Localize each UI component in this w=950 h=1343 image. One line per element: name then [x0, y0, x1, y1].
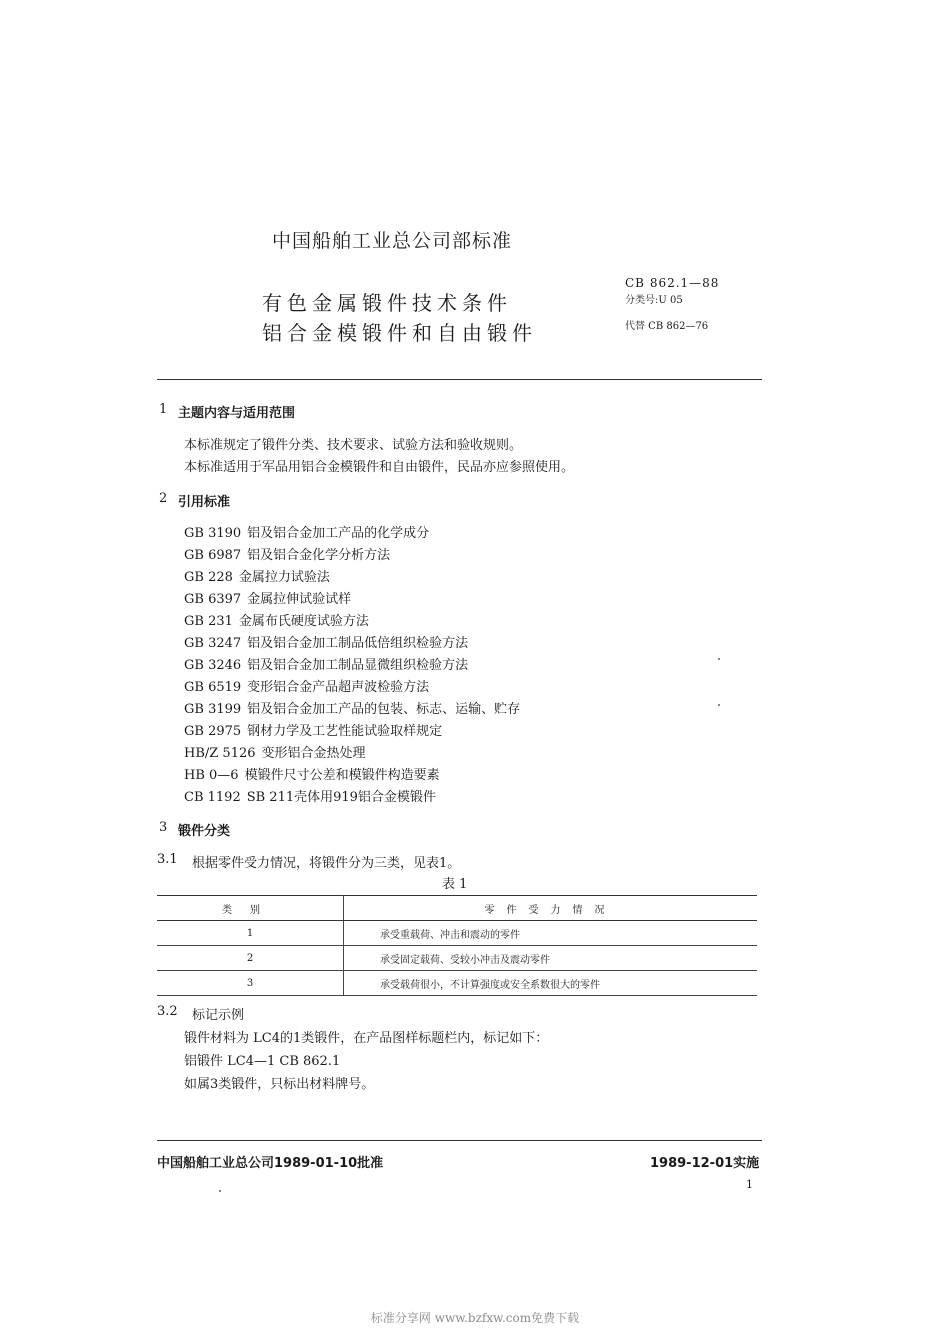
reference-title: 金属拉伸试验试样 [247, 592, 352, 607]
table-cell-condition: 承受固定载荷、受较小冲击及震动零件 [344, 946, 758, 971]
title-line-2: 铝合金模锻件和自由锻件 [262, 321, 537, 345]
reference-item [184, 566, 330, 585]
section-2-number: 2 [159, 491, 168, 506]
reference-title: 铝及铝合金加工产品的包装、标志、运输、贮存 [247, 702, 521, 717]
section-3-title: 锻件分类 [178, 824, 231, 839]
replaces-standard: 代替 CB 862—76 [625, 321, 709, 332]
reference-title: 金属布氏硬度试验方法 [238, 614, 369, 629]
reference-code: GB 231 [184, 614, 233, 629]
section-2-title: 引用标准 [178, 495, 231, 510]
reference-item [184, 698, 520, 717]
reference-title: 钢材力学及工艺性能试验取样规定 [247, 724, 443, 739]
scan-speck [219, 1190, 221, 1192]
table-row [157, 971, 757, 996]
reference-code: HB/Z 5126 [184, 746, 256, 761]
standard-code: CB 862.1—88 [625, 276, 720, 290]
reference-item [184, 720, 442, 739]
table-cell-condition: 承受载荷很小，不计算强度或安全系数很大的零件 [344, 971, 758, 996]
reference-code: GB 6519 [184, 680, 242, 695]
section-1-paragraph: 本标准规定了锻件分类、技术要求、试验方法和验收规则。 [184, 438, 523, 453]
forging-class-table [157, 895, 757, 996]
table-cell-class: 1 [157, 921, 344, 946]
title-line-1: 有色金属锻件技术条件 [262, 291, 512, 315]
table-header-class: 类别 [157, 896, 344, 921]
reference-title: 金属拉力试验法 [238, 570, 330, 585]
section-1-title: 主题内容与适用范围 [178, 406, 296, 421]
reference-item [184, 632, 468, 651]
reference-title: 变形铝合金热处理 [261, 746, 366, 761]
scan-speck [718, 658, 720, 660]
footer-rule [157, 1140, 762, 1141]
reference-item [184, 544, 390, 563]
header-rule [157, 379, 762, 380]
reference-code: GB 6397 [184, 592, 242, 607]
reference-item [184, 676, 429, 695]
clause-3-2-number: 3.2 [157, 1004, 178, 1019]
site-watermark: 标准分享网 www.bzfxw.com免费下载 [370, 1311, 580, 1325]
clause-3-2-title: 标记示例 [192, 1008, 245, 1023]
org-title: 中国船舶工业总公司部标准 [272, 230, 513, 252]
marking-example-line: 如属3类锻件，只标出材料牌号。 [184, 1077, 375, 1092]
reference-title: SB 211壳体用919铝合金模锻件 [246, 790, 436, 805]
table-cell-class: 2 [157, 946, 344, 971]
reference-code: CB 1192 [184, 790, 241, 805]
reference-code: GB 3190 [184, 526, 242, 541]
marking-example-line: 锻件材料为 LC4的1类锻件，在产品图样标题栏内，标记如下： [184, 1031, 549, 1046]
table-cell-condition: 承受重载荷、冲击和震动的零件 [344, 921, 758, 946]
reference-title: 模锻件尺寸公差和模锻件构造要素 [244, 768, 440, 783]
reference-title: 铝及铝合金加工制品低倍组织检验方法 [247, 636, 469, 651]
table-header-row [157, 896, 757, 921]
table-row [157, 946, 757, 971]
reference-code: GB 6987 [184, 548, 242, 563]
reference-code: GB 3246 [184, 658, 242, 673]
reference-item [184, 742, 366, 761]
section-3-number: 3 [159, 820, 168, 835]
reference-title: 变形铝合金产品超声波检验方法 [247, 680, 430, 695]
reference-item [184, 522, 429, 541]
approval-date: 中国船舶工业总公司1989-01-10批准 [157, 1156, 384, 1171]
reference-title: 铝及铝合金加工制品显微组织检验方法 [247, 658, 469, 673]
table-row [157, 921, 757, 946]
table-header-condition: 零件受力情况 [344, 896, 758, 921]
reference-item [184, 588, 351, 607]
table-cell-class: 3 [157, 971, 344, 996]
reference-code: GB 2975 [184, 724, 242, 739]
section-1-number: 1 [159, 402, 168, 417]
reference-item [184, 786, 436, 805]
reference-code: GB 228 [184, 570, 233, 585]
scan-speck [718, 704, 720, 706]
reference-code: GB 3199 [184, 702, 242, 717]
classification-number: 分类号:U 05 [625, 295, 683, 306]
clause-3-1-number: 3.1 [157, 852, 178, 867]
reference-item [184, 610, 369, 629]
table-caption: 表 1 [442, 877, 468, 892]
reference-title: 铝及铝合金化学分析方法 [247, 548, 391, 563]
reference-title: 铝及铝合金加工产品的化学成分 [247, 526, 430, 541]
page-number: 1 [746, 1178, 753, 1191]
effective-date: 1989-12-01实施 [650, 1156, 760, 1171]
reference-item [184, 654, 468, 673]
reference-code: GB 3247 [184, 636, 242, 651]
clause-3-1-text: 根据零件受力情况，将锻件分为三类，见表1。 [192, 856, 461, 871]
reference-code: HB 0—6 [184, 768, 239, 783]
reference-item [184, 764, 440, 783]
marking-example-line: 铝锻件 LC4—1 CB 862.1 [184, 1054, 341, 1069]
section-1-paragraph: 本标准适用于军品用铝合金模锻件和自由锻件，民品亦应参照使用。 [184, 460, 575, 475]
